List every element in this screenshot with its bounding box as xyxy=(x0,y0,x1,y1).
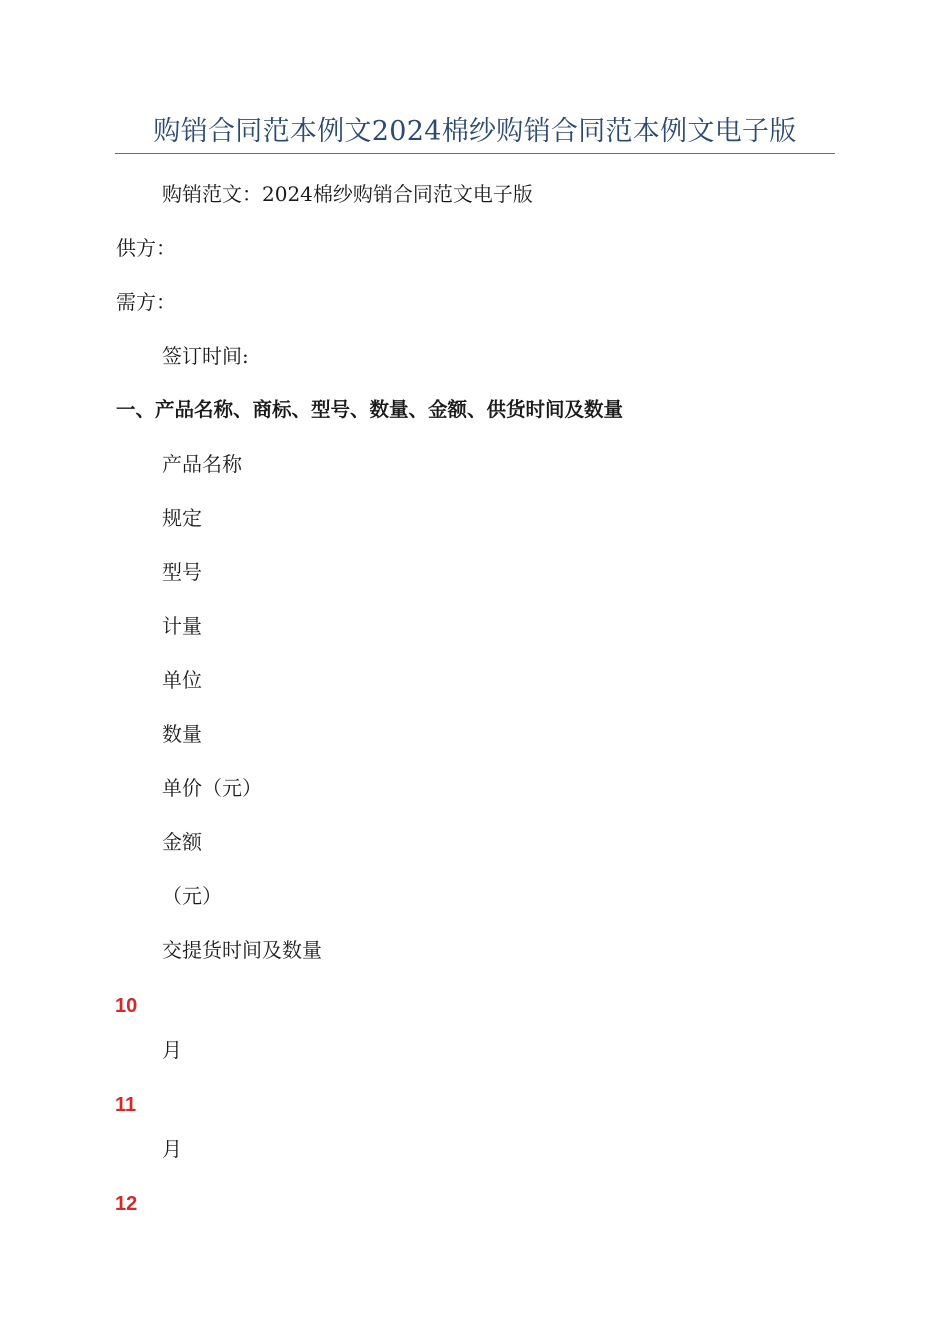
field-unit: 单位 xyxy=(162,668,202,692)
month-number-11: 11 xyxy=(115,1094,137,1116)
field-quantity: 数量 xyxy=(162,722,202,746)
document-title: 购销合同范本例文2024棉纱购销合同范本例文电子版 xyxy=(153,116,797,147)
title-underline xyxy=(115,153,835,154)
month-unit-11: 月 xyxy=(162,1137,182,1161)
month-number-12: 12 xyxy=(115,1193,138,1215)
field-measure: 计量 xyxy=(162,614,202,638)
section-1-heading: 一、产品名称、商标、型号、数量、金额、供货时间及数量 xyxy=(116,398,624,421)
supplier-label: 供方： xyxy=(116,236,176,260)
month-number-10: 10 xyxy=(115,995,138,1017)
subtitle-line: 购销范文：2024棉纱购销合同范文电子版 xyxy=(162,182,533,206)
buyer-label: 需方： xyxy=(116,290,176,314)
month-unit-10: 月 xyxy=(162,1038,182,1062)
sign-time-label: 签订时间: xyxy=(162,344,249,368)
field-amount: 金额 xyxy=(162,830,202,854)
field-product-name: 产品名称 xyxy=(162,452,242,476)
field-model: 型号 xyxy=(162,560,202,584)
field-specification: 规定 xyxy=(162,506,202,530)
field-unit-price: 单价（元） xyxy=(162,776,262,800)
field-delivery-time: 交提货时间及数量 xyxy=(162,938,322,962)
field-amount-unit: （元） xyxy=(162,884,222,908)
